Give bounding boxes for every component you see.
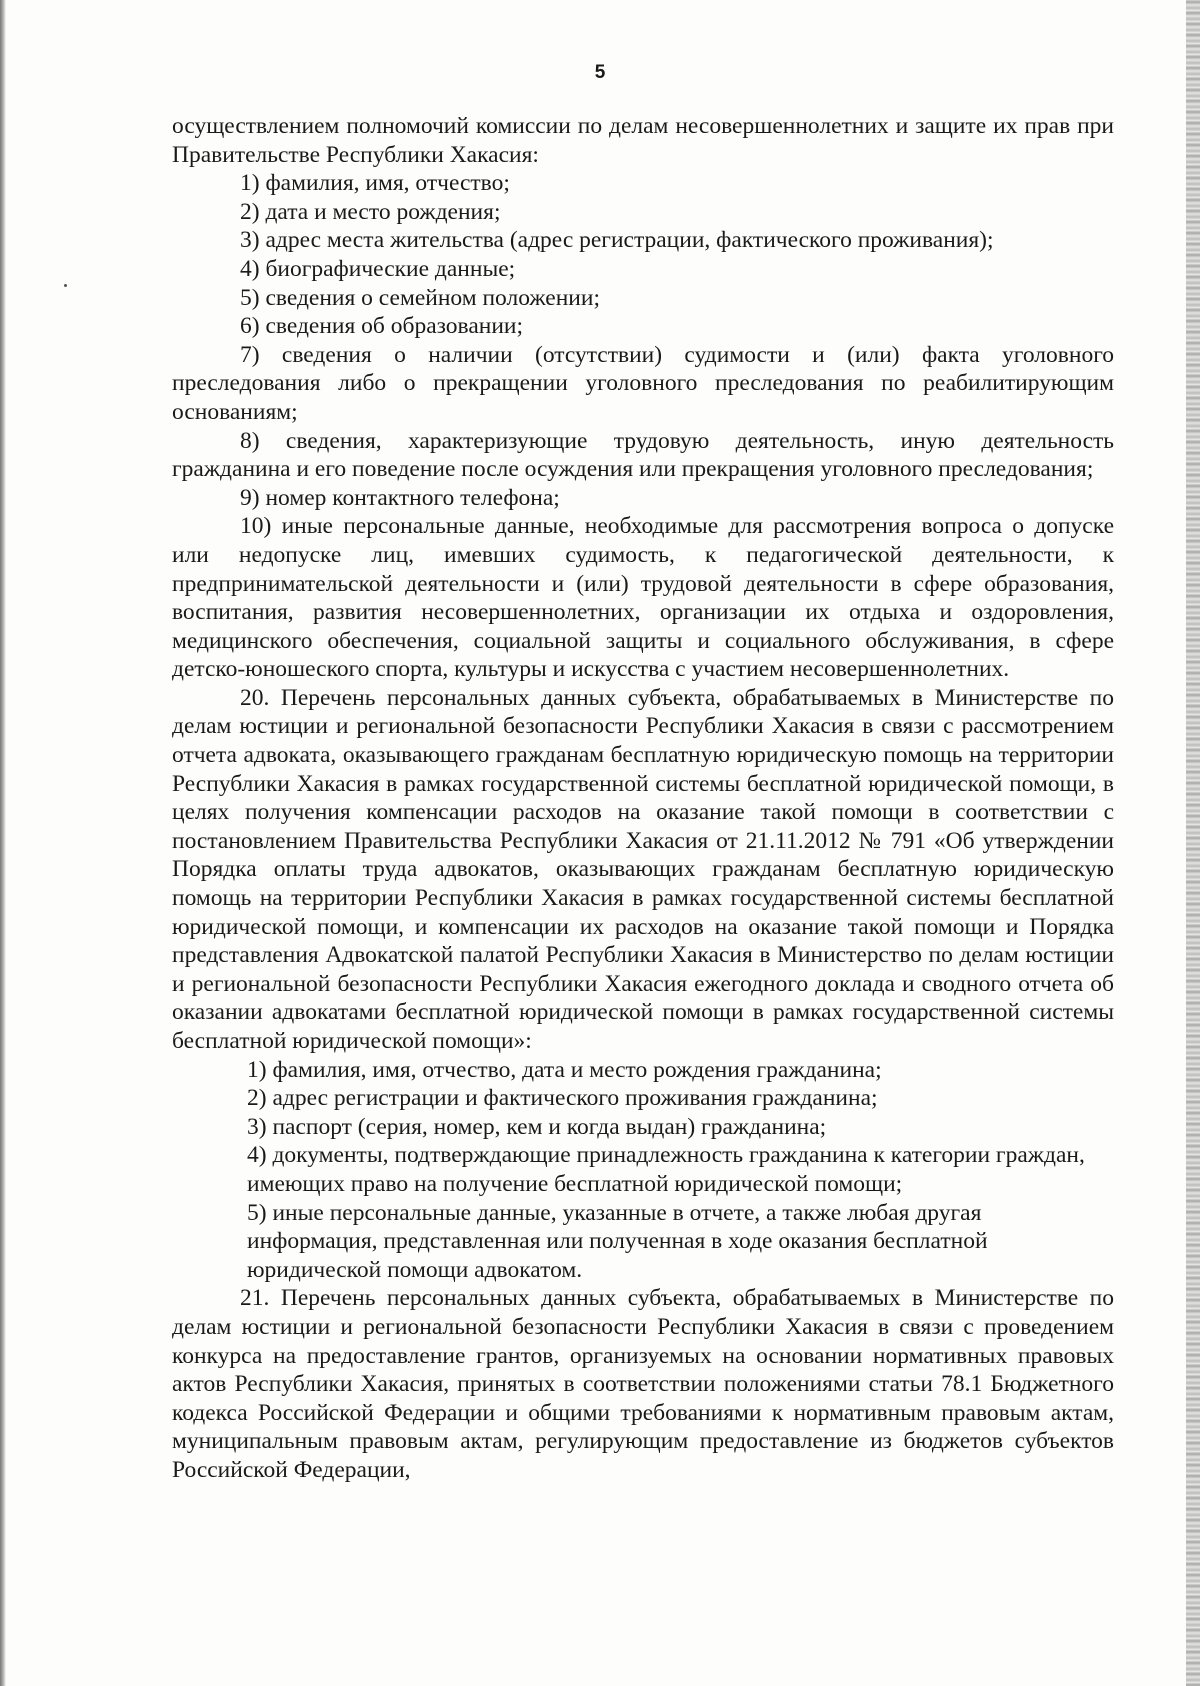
scan-edge-left [0,0,6,1686]
scan-edge-right [1186,0,1200,1686]
list-item: 4) документы, подтверждающие принадлежность гражданина к категории граждан, имеющих право на получение бесплатной юридической помощи; [247,1142,1085,1197]
paragraph-continuation: осуществлением полномочий комиссии по делам несовершеннолетних и защите их прав при Правительстве Республики Хакасия: [172,113,1114,168]
list-item: 7) сведения о наличии (отсутствии) судимости и (или) факта уголовного преследования либо о прекращении уголовного преследования по реабилитирующим основаниям; [172,341,1114,425]
scan-speck [64,284,67,287]
list-item: 2) дата и место рождения; [240,198,501,225]
list-item: 6) сведения об образовании; [240,313,524,340]
list-item: 8) сведения, характеризующие трудовую деятельность, иную деятельность гражданина и его поведение после осуждения или прекращения уголовного преследования; [172,427,1114,483]
list-item: 1) фамилия, имя, отчество; [240,170,510,197]
section-paragraph-21: 21. Перечень персональных данных субъекта, обрабатываемых в Министерстве по делам юстиции и региональной безопасности Республики Хакасия в связи с проведением конкурса на предоставление грантов, организуемых на основании нормативных правовых актов Республики Хакасия, принятых в соответствии положениями статьи 78.1 Бюджетного кодекса Российской Федерации и общими требованиями к нормативным правовым актам, муниципальным правовым актам, регулирующим предоставление из бюджетов субъектов Российской Федерации, [172,1285,1114,1483]
section-paragraph-20: 20. Перечень персональных данных субъекта, обрабатываемых в Министерстве по делам юстиции и региональной безопасности Республики Хакасия в связи с рассмотрением отчета адвоката, оказывающего гражданам бесплатную юридическую помощь на территории Республики Хакасия в рамках государственной системы бесплатной юридической помощи, в целях получения компенсации расходов на оказание такой помощи в соответствии с постановлением Правительства Республики Хакасия от 21.11.2012 № 791 «Об утверждении Порядка оплаты труда адвокатов, оказывающих гражданам бесплатную юридическую помощь на территории Республики Хакасия в рамках государственной системы бесплатной юридической помощи, и компенсации их расходов на оказание такой помощи и Порядка представления Адвокатской палатой Республики Хакасия в Министерство по делам юстиции и региональной безопасности Республики Хакасия ежегодного доклада и сводного отчета об оказании адвокатами бесплатной юридической помощи в рамках государственной системы бесплатной юридической помощи»: [172,684,1114,1054]
list-item: 5) иные персональные данные, указанные в отчете, а также любая другая информация, представленная или полученная в ходе оказания бесплатной юридической помощи адвокатом. [247,1199,988,1283]
list-item: 9) номер контактного телефона; [240,484,560,511]
document-body [172,112,1114,1485]
list-item: 1) фамилия, имя, отчество, дата и место рождения гражданина; [247,1056,882,1083]
list-item: 5) сведения о семейном положении; [240,284,600,311]
page-number: 5 [594,62,606,83]
list-item: 4) биографические данные; [240,255,516,282]
list-item: 3) паспорт (серия, номер, кем и когда выдан) гражданина; [247,1113,827,1140]
list-item: 10) иные персональные данные, необходимые для рассмотрения вопроса о допуске или недопуске лиц, имевших судимость, к педагогической деятельности, к предпринимательской деятельности и (или) трудовой деятельности в сфере образования, воспитания, развития несовершеннолетних, организации их отдыха и оздоровления, медицинского обеспечения, социальной защиты и социального обслуживания, в сфере детско-юношеского спорта, культуры и искусства с участием несовершеннолетних. [172,513,1114,683]
list-item: 2) адрес регистрации и фактического проживания гражданина; [247,1085,878,1112]
list-item: 3) адрес места жительства (адрес регистрации, фактического проживания); [240,227,994,254]
